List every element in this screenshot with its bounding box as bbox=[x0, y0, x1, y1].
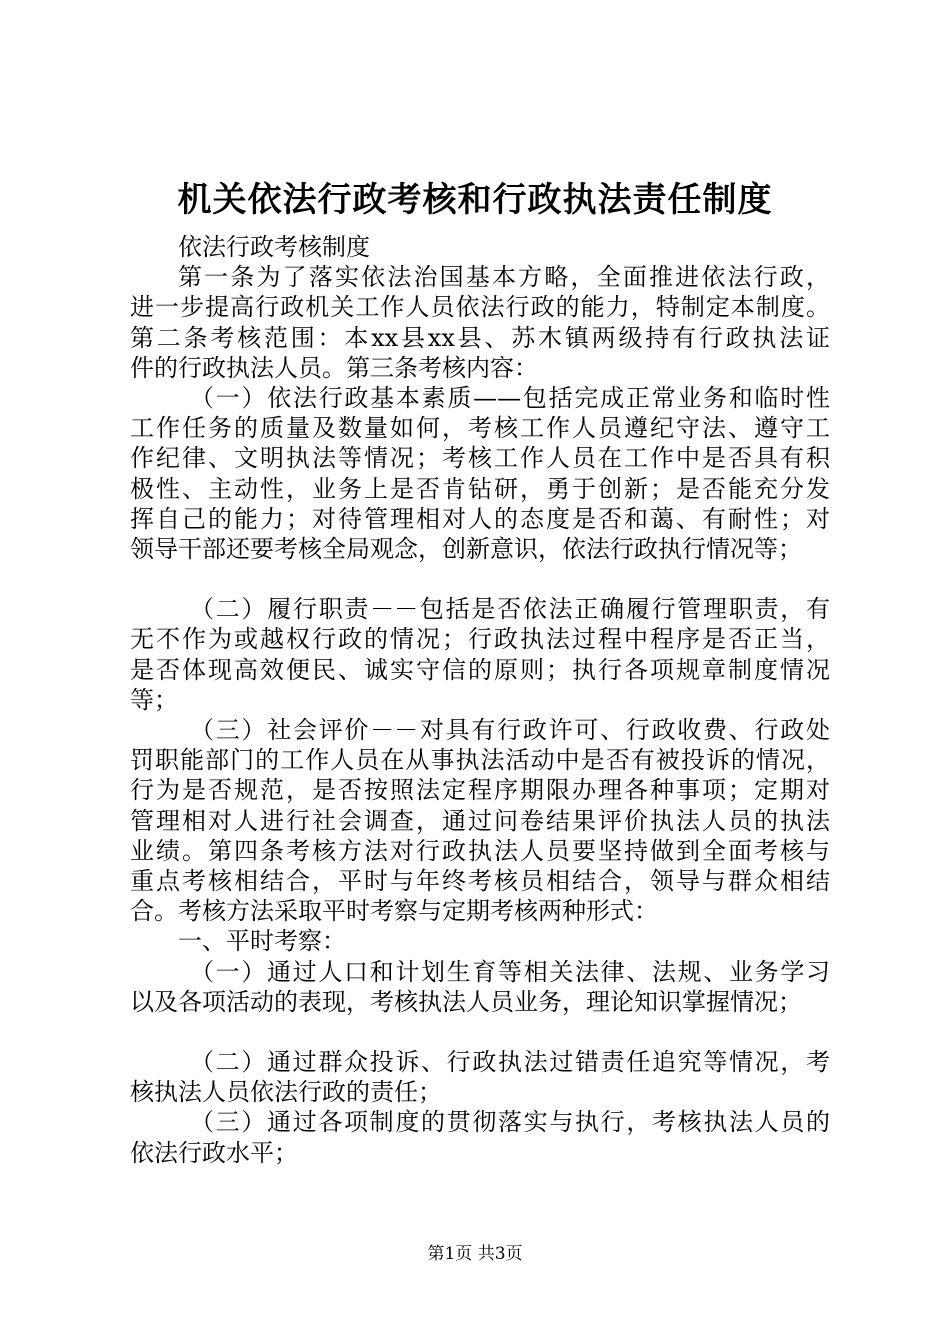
paragraph-line: 是否体现高效便民、诚实守信的原则；执行各项规章制度情况 bbox=[130, 655, 830, 684]
paragraph-line: （二）履行职责－－包括是否依法正确履行管理职责，有 bbox=[190, 595, 830, 624]
document-title: 机关依法行政考核和行政执法责任制度 bbox=[177, 180, 773, 220]
paragraph-spacer bbox=[130, 564, 830, 594]
paragraph-line: 以及各项活动的表现，考核执法人员业务，理论知识掌握情况； bbox=[130, 987, 802, 1016]
paragraph-line: 核执法人员依法行政的责任； bbox=[130, 1078, 442, 1107]
paragraph-line: 罚职能部门的工作人员在从事执法活动中是否有被投诉的情况， bbox=[130, 746, 830, 775]
section-heading: 依法行政考核制度 bbox=[178, 233, 370, 261]
paragraph-line: 件的行政执法人员。第三条考核内容： bbox=[130, 353, 538, 382]
paragraph-line: 工作任务的质量及数量如何，考核工作人员遵纪守法、遵守工 bbox=[130, 414, 830, 443]
paragraph-line: 极性、主动性，业务上是否肯钻研，勇于创新；是否能充分发 bbox=[130, 474, 830, 503]
paragraph-line: 重点考核相结合，平时与年终考核员相结合，领导与群众相结 bbox=[130, 866, 830, 895]
paragraph-line: （一）依法行政基本素质——包括完成正常业务和临时性 bbox=[190, 383, 830, 412]
paragraph-line: 作纪律、文明执法等情况；考核工作人员在工作中是否具有积 bbox=[130, 444, 830, 473]
paragraph-line: （二）通过群众投诉、行政执法过错责任追究等情况，考 bbox=[190, 1048, 830, 1077]
page-number: 第1页 共3页 bbox=[427, 1244, 523, 1264]
paragraph-spacer bbox=[130, 1017, 830, 1047]
paragraph-line: 业绩。第四条考核方法对行政执法人员要坚持做到全面考核与 bbox=[130, 836, 830, 865]
paragraph-line: 进一步提高行政机关工作人员依法行政的能力，特制定本制度。 bbox=[130, 293, 830, 322]
paragraph-line: 合。考核方法采取平时考察与定期考核两种形式： bbox=[130, 897, 658, 926]
paragraph-line: 无不作为或越权行政的情况；行政执法过程中程序是否正当， bbox=[130, 625, 830, 654]
paragraph-line: 挥自己的能力；对待管理相对人的态度是否和蔼、有耐性；对 bbox=[130, 504, 830, 533]
section-heading: 一、平时考察： bbox=[178, 927, 346, 956]
paragraph-line: 领导干部还要考核全局观念，创新意识，依法行政执行情况等； bbox=[130, 534, 802, 563]
paragraph-line: 等； bbox=[130, 685, 178, 714]
paragraph-line: 行为是否规范，是否按照法定程序期限办理各种事项；定期对 bbox=[130, 776, 830, 805]
paragraph-line: （一）通过人口和计划生育等相关法律、法规、业务学习 bbox=[190, 957, 830, 986]
paragraph-line: 第一条为了落实依法治国基本方略，全面推进依法行政， bbox=[178, 263, 830, 292]
paragraph-line: 第二条考核范围：本xx县xx县、苏木镇两级持有行政执法证 bbox=[130, 323, 830, 352]
document-body bbox=[130, 232, 830, 1168]
paragraph-line: 依法行政水平； bbox=[130, 1138, 298, 1167]
paragraph-line: 管理相对人进行社会调查，通过问卷结果评价执法人员的执法 bbox=[130, 806, 830, 835]
paragraph-line: （三）社会评价－－对具有行政许可、行政收费、行政处 bbox=[190, 716, 830, 744]
paragraph-line: （三）通过各项制度的贯彻落实与执行，考核执法人员的 bbox=[190, 1108, 830, 1137]
